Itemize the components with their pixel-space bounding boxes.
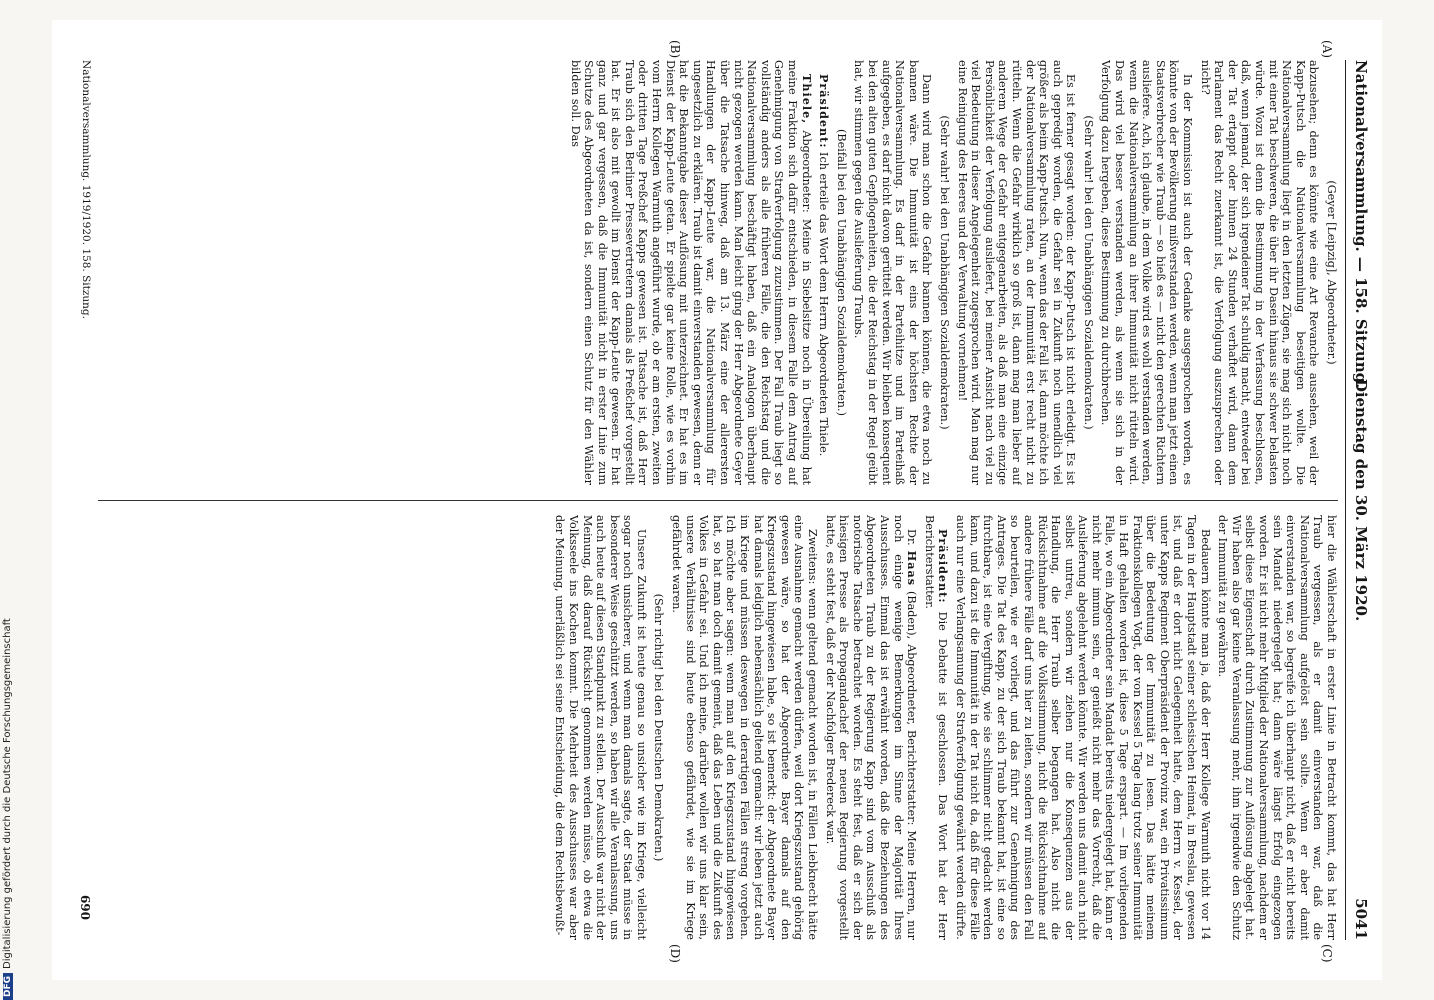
paragraph: Es ist ferner gesagt worden: der Kapp-Putsch ist nicht erledigt. Es ist auch gepredigt worden, die Gefahr sei in Zukunft noch unendlich viel größer als beim Kapp-Putsch. Nun, wenn das der Fall ist, dann möchte ich der Nationalversammlung raten, an der Immunität erst recht nicht zu rütteln. Wenn die Gefahr wirklich so groß ist, dann mag man lieber auf anderem Wege der Gefahr entgegenarbeiten, als daß man eine einzige Persönlichkeit der Verfolgung ausliefert, bei meiner Ansicht nach viel zu viel Bedeutung in dieser Angelegenheit zugesprochen wird. Man mag nur eine Reinigung des Heeres und der Verwaltung vornehmen!: [955, 60, 1078, 485]
speech-text: Die Debatte ist geschlossen. Das Wort hat der Herr Berichterstatter.: [922, 515, 950, 940]
speech-haas: [823, 515, 918, 940]
column-divider: [98, 500, 1338, 501]
paragraph: abzusehen; denn es könnte wie eine Art Revanche aussehen, weil der Kapp-Putsch die Nationalversammlung beseitigen wollte. Die Nationalversammlung liegt in den letzten Zügen, sie mag sich nicht noch mit einer Tat beschweren, die über ihr Dasein hinaus sie schwer belasten würde. Wozu ist denn die Bestimmung in der Verfassung beschlossen, daß, wenn jemand, der sich irgendeiner Tat schuldig macht, entweder bei der Tat ertappt oder binnen 24 Stunden verhaftet wird, dann dem Parlament das Recht zuerkannt ist, die Verfolgung auszusprechen oder nicht?: [1198, 60, 1321, 485]
header-left: Nationalversammlung. — 158. Sitzung.: [1352, 60, 1370, 389]
reaction: (Sehr wahr! bei den Unabhängigen Sozialdemokraten.): [1081, 115, 1095, 430]
reaction: (Sehr richtig! bei den Deutschen Demokraten.): [652, 593, 666, 862]
speaker-label: Thiele,: [799, 74, 814, 125]
dfg-credit: [2, 600, 13, 1000]
speaker-continuation: (Geyer [Leipzig], Abgeordneter.): [1325, 180, 1338, 365]
paragraph: Zweitens: wenn geltend gemacht worden ist, in Fällen Liebknecht hätte eine Ausnahme gemacht werden dürfen, weil dort Kriegszustand gehörig gewesen wäre, so hat der Abgeordnete Bayer damals auf den Kriegszustand hingewiesen habe, so ist bemerkt: der Abgeordnete Bayer hat damals lediglich nebensächlich geltend gemacht: wir leben jetzt auch im Kriege und müssen deswegen in derartigen Fällen streng vorgehen. Ich möchte aber sagen: wenn man auf den Kriegszustand hingewiesen hat, so hat man doch damit gemeint, daß das Leben und die Zukunft des Volkes in Gefahr sei. Und ich meine, darüber wollen wir uns klar sein, unsere Verhältnisse sind heute ebenso gefährdet, wie sie im Kriege gefährdet waren.: [670, 515, 820, 940]
speech-text: (Baden), Abgeordneter, Berichterstatter: Meine Herren, nur noch einige wenige Bemerkungen im Sinne der Majorität Ihres Ausschusses. Einmal das ist erwähnt worden, daß die Beziehungen des Abgeordneten Traub zu der Regierung Kapp sind vom Ausschuß als notorische Tatsache betrachtet worden. Es steht fest, daß er sich der hiesigen Presse als Propagandachef der neuen Regierung vorgestellt hatte, es steht fest, daß er der Nachfolger Bredereck war.: [823, 515, 919, 940]
page-number: 690: [78, 894, 92, 920]
rotated-document-page: [52, 20, 1382, 980]
margin-letter-a: (A): [1320, 40, 1334, 59]
page-header: [1344, 60, 1370, 940]
speaker-label: Präsident:: [817, 74, 832, 149]
header-column-number: 5041: [1352, 898, 1370, 940]
dfg-credit-text: Digitalisierung gefördert durch die Deutsche Forschungsgemeinschaft: [2, 618, 13, 969]
header-rule: [1345, 60, 1346, 940]
margin-letter-b: (B): [668, 40, 682, 59]
margin-letter-d: (D): [668, 944, 682, 963]
right-column: [98, 515, 1338, 940]
speech-thiele: [568, 60, 813, 485]
president-remark: [817, 60, 831, 485]
speaker-label: Haas: [905, 550, 920, 587]
paragraph: In der Kommission ist auch der Gedanke ausgesprochen worden, es könnte von der Bevölkerung mißverstanden werden, wenn man jetzt einen Staatsverbrecher wie Traub — so hieß es — nicht den gerechten Richtern ausliefere. Ach, ich glaube, in dem Volke wird es wohl verstanden werden, wenn die Nationalversammlung an ihrer Immunität nicht rütteln wird. Das wird viel besser verstanden werden, als wenn sie sich in der Verfolgung dazu hergeben, diese Bestimmung zu durchbrechen.: [1099, 60, 1195, 485]
footer-session: Nationalversammlung. 1919/1920. 158. Sitzung.: [80, 60, 92, 319]
margin-letter-c: (C): [1320, 944, 1334, 963]
president-remark: [922, 515, 949, 940]
reaction: (Beifall bei den Unabhängigen Sozialdemokraten.): [834, 129, 848, 416]
left-column: [98, 60, 1338, 485]
header-date: Dienstag den 30. März 1920.: [1352, 378, 1370, 622]
dfg-logo: DFG: [3, 973, 13, 1000]
reaction: (Sehr wahr! bei den Unabhängigen Sozialdemokraten.): [937, 115, 951, 430]
speech-text: Ich erteile das Wort dem Herrn Abgeordneten Thiele.: [817, 152, 831, 457]
speech-text: Abgeordneter: Meine in Siebelsitze noch in Übereilung hat meine Fraktion sich dafür entschieden, in diesem Falle dem Antrag auf Genehmigung von Strafverfolgung zuzustimmen. Der Fall Traub liegt so vollständig anders als alle früheren Fälle, die den Reichstag und die Nationalversammlung beschäftigt haben, daß ein Analogon überhaupt nicht gezogen werden kann. Man leicht ging der Herr Abgeordnete Geyer über die Tatsache hinweg, daß am 13. März eine der allerersten Handlungen der Kapp-Leute war, die Nationalversammlung für ungesetzlich zu erklären. Traub ist damit einverstanden gewesen, denn er hat die Bekanntgabe dieser Auflösung mit unterzeichnet. Er hat es im Dienst der Kapp-Leute getan. Er spielte gar keine Rolle, wie es vorhin vom Herrn Kollegen Warmuth angeführt wurde, ob er am ersten, zweiten oder dritten Tage Preßchef Kapps gewesen ist. Tatsache ist, daß Herr Traub sich den Berliner Pressevertretern damals als Preßchef vorgestellt hat. Er ist also mit gewollt im Dienst der Kapp-Leute gewesen. Er hat ganz und gar vergessen, daß die Immunität nicht in erster Linie zum Schutze des Abgeordneten da ist, sondern einen Schutz für den Wähler bilden soll. Das: [568, 60, 813, 485]
paragraph: Unsere Zukunft ist heute genau so unsicher wie im Kriege, vielleicht sogar noch unsicherer, und wenn man damals sagte, der Staat müsse in besonderer Weise geschützt werden, so haben wir alle Veranlassung, uns auch heute auf diesen Standpunkt zu stellen. Der Ausschuß war nicht der Meinung, daß darauf Rücksicht genommen werden müsse, ob etwa die Volksseele ins Kochen kommt. Die Mehrheit des Ausschusses war aber der Meinung, unerläßlich sei seine Entscheidung, die dem Rechtsbewußt-: [553, 515, 648, 940]
paragraph: Bedauern könnte man ja, daß der Herr Kollege Warmuth nicht vor 14 Tagen in der Hauptstadt seiner schlesischen Heimat, in Breslau, gewesen ist, und daß er dort nicht Gelegenheit hatte, dem Herrn v. Kessel, der unter Kapps Regiment Oberpräsident der Provinz war, ein Privatissimum über die Bedeutung der Immunität zu lesen. Das hätte meinem Fraktionskollegen Vogt, der von Kessel 5 Tage lang trotz seiner Immunität in Haft gehalten worden ist, diese 5 Tage erspart. — Im vorliegenden Falle, wo ein Abgeordneter sein Mandat bereits niedergelegt hat, kann er nicht mehr immun sein, er genießt nicht mehr das Vorrecht, daß die Auslieferung abgelehnt werden könnte. Wir werden uns damit auch nicht selbst untreu, sondern wir ziehen nur die Konsequenzen aus der Handlung, die Herr Traub selber begangen hat. Also nicht die Rücksichtnahme auf die Volksstimmung, nicht die Rücksichtnahme auf andere frühere Fälle darf uns hier zu leiten, sondern wir müssen den Fall so beurteilen, wie er vorliegt, und das führt zur Genehmigung des Antrages. Die Tat des Kapp, zu der sich Traub bekannt hat, ist eine so furchtbare, ist eine Vergiftung, wie sie schlimmer nicht gedacht werden kann, und dazu ist die Immunität in der Tat nicht da, daß für diese Fälle auch nur eine Verlangsamung der Strafverfolgung gewährt werden dürfte.: [953, 515, 1212, 940]
speaker-label: Präsident:: [936, 529, 951, 604]
paragraph: Dann wird man schon die Gefahr bannen können, die etwa noch zu bannen wäre. Die Immunität ist eins der höchsten Rechte der Nationalversammlung. Es darf in der Parteihitze und im Parteihaß aufgegeben, es darf nicht davon gerüttelt werden. Wir bleiben konsequent bei den alten guten Gepflogenheiten, die der Reichstag in der Regel geübt hat, wir stimmen gegen die Auslieferung Traubs.: [852, 60, 934, 485]
paragraph: hier die Wählerschaft in erster Linie in Betracht kommt, das hat Herr Traub vergessen, als er damit einverstanden war, daß die Nationalversammlung aufgelöst sein sollte. Wenn er aber damit einverstanden war, so begreife ich überhaupt nicht, daß er nicht bereits sein Mandat niedergelegt hat; dann wäre längst Erfolg eingezogen worden. Er ist nicht mehr Mitglied der Nationalversammlung, nachdem er selbst diese Eigenschaft durch Zustimmung zur Auflösung abgelegt hat. Wir haben also gar keine Veranlassung mehr, ihm irgendwie den Schutz der Immunität zu gewähren.: [1216, 515, 1338, 940]
speaker-title: Dr.: [905, 529, 919, 546]
